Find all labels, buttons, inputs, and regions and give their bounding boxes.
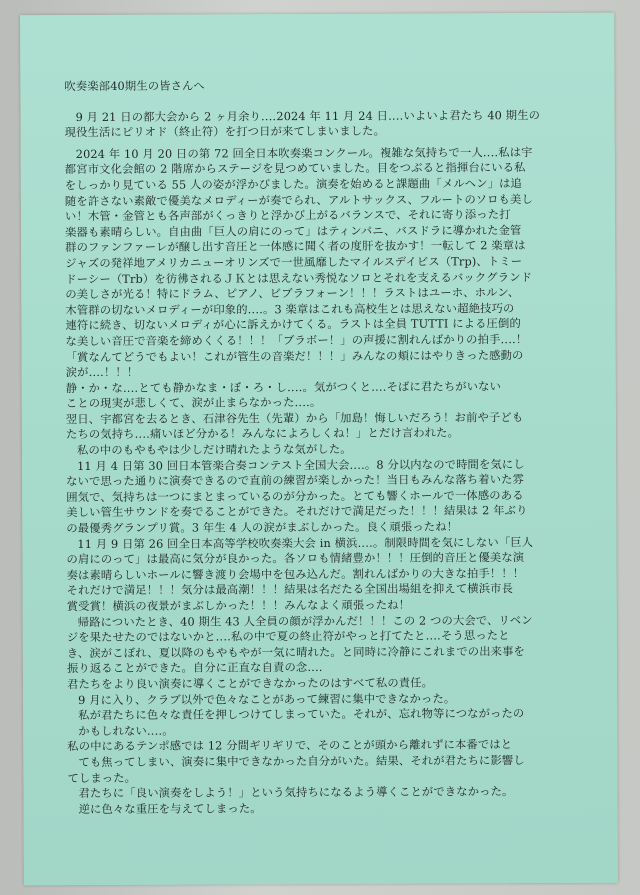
letter-body	[64, 77, 567, 817]
text-line: 涙が‥‥！！！	[65, 365, 139, 380]
text-line: 11 月 9 日第 26 回全日本高等学校吹奏楽大会 in 横浜‥‥。制限時間を気にしない「巨人	[77, 535, 534, 551]
letter-salutation: 吹奏楽部40期生の皆さんへ	[64, 79, 205, 94]
text-line: の美しさが光る！特にドラム、ピアノ、ビブラフォーン！！！ラストはユーホ、ホルン、	[65, 286, 520, 302]
text-line: 木管群の切ないメロディーが印象的‥‥。3 楽章はこれも高校生とは思えない超絶技巧の	[65, 301, 515, 317]
text-line: 2024 年 10 月 20 日の第 72 回全日本吹奏楽コンクール。複雑な気持ちで一人‥‥私は宇	[75, 145, 533, 161]
text-line: 翌日、宇都宮を去るとき、石津谷先生（先輩）から「加島！悔しいだろう！お前や子ども	[65, 410, 524, 426]
text-line: 君たちに「良い演奏をしよう！」という気持ちになるよう導くことができなかった。	[78, 785, 514, 801]
text-line: 帰路についたとき、40 期生 43 人全員の顔が浮かんだ！！！この 2 つの大会で、リベン	[77, 613, 533, 629]
text-line: ジを果たせたのではないかと‥‥私の中で夏の終止符がやっと打てたと‥‥そう思ったと	[66, 629, 510, 645]
text-line: それだけで満足！！！気分は最高潮！！！結果は名だたる全国出場組を抑えて横浜市長	[66, 582, 514, 598]
text-line: 君たちをより良い演奏に導くことができなかったのはすべて私の責任。	[66, 676, 434, 692]
text-line: い！木管・金管とも各声部がくっきりと浮かび上がるバランスで、それに寄り添った打	[64, 208, 511, 224]
text-line: 私が君たちに色々な責任を押しつけてしまっていた。それが、忘れ物等につながったの	[78, 707, 525, 723]
text-line: 静・か・な‥‥とても静かなま・ぼ・ろ・し‥‥。気がつくと‥‥そばに君たちがいない	[65, 379, 502, 395]
text-line: 都宮市文化会館の 2 階席からステージを見つめていました。目をつぶると指揮台にいる私	[64, 161, 526, 177]
text-line: ジャズの発祥地アメリカニューオリンズで一世風靡したマイルスデイビス（Trp)、トミー	[65, 255, 523, 271]
text-line: の最優秀グランプリ賞。3 年生 4 人の涙がまぶしかった。良く頑張ったね！	[66, 520, 459, 536]
paper-sheet	[20, 13, 618, 886]
letter-paragraphs	[65, 108, 568, 818]
text-line: 連符に続き、切ないメロディが心に訴えかけてくる。ラストは全員 TUTTI による圧倒的	[65, 317, 521, 333]
text-line: 楽器も素晴らしい。自由曲「巨人の肩にのって」はティンパニ、バスドラに導かれた金管	[65, 223, 522, 239]
text-line: 9 月に入り、クラブ以外で色々なことがあって練習に集中できなかった。	[78, 691, 456, 707]
text-line: ドーシー（Trb）を彷彿されるＪＫとは思えない秀悦なソロとそれを支えるバックグランド	[65, 270, 533, 286]
text-line: 美しい管生サウンドを奏でることができた。それだけで満足だった！！！結果は 2 年ぶり	[66, 504, 528, 520]
text-line: 私の中のもやもやは少しだけ晴れたような気がした。	[76, 442, 352, 458]
text-line: ないで思った通りに演奏できるので直前の練習が楽しかった！当日もみんな落ち着いた雰	[66, 473, 525, 489]
text-line: 現役生活にピリオド（終止符）を打つ日が来てしまいました。	[64, 124, 386, 140]
text-line: たちの気持ち‥‥痛いほど分かる！みんなによろしくね！」とだけ言われた。	[65, 426, 460, 442]
text-line: てしまった。	[67, 771, 137, 785]
text-line: 群のファンファーレが醸し出す音圧と一体感に聞く者の度肝を抜かす！一転して 2 楽章は	[65, 239, 526, 255]
text-line: 逆に色々な重圧を与えてしまった。	[78, 801, 262, 816]
text-line: 奏は素晴らしいホールに響き渡り会場中を包み込んだ。割れんばかりの大きな拍手！！！	[66, 566, 525, 582]
text-line: な美しい音圧で音楽を締めくくる！！！「ブラボー！」の声援に割れんばかりの拍手‥‥！	[65, 332, 528, 349]
text-line: 振り返ることができた。自分に正直な自責の念‥‥	[66, 661, 323, 676]
text-line: ことの現実が悲しくて、涙が止まらなかった‥‥。	[65, 396, 322, 411]
text-line: 私の中にあるテンポ感では 12 分間ギリギリで、そのことが頭から離れずに本番ではと	[67, 738, 513, 754]
text-line: 賞受賞！横浜の夜景がまぶしかった！！！みんなよく頑張ったね！	[66, 598, 411, 614]
text-line: 随を許さない素敵で優美なメロディーが奏でられ、アルトサックス、フルートのソロも美し	[64, 192, 533, 208]
text-line: かもしれない‥‥。	[78, 724, 174, 738]
text-line: をしっかり見ている 55 人の姿が浮かびました。演奏を始めると課題曲「メルヘン」は追	[64, 177, 523, 193]
text-line: 「賞なんてどうでもよい！これが管生の音楽だ！！！」みんなの頬にはやりきった感動の	[65, 348, 524, 364]
text-line: き、涙がこぼれ、夏以降のもやもやが一気に晴れた。と同時に冷静にこれまでの出来事を	[66, 644, 526, 660]
text-line: 11 月 4 日第 30 回日本管楽合奏コンテスト全国大会‥‥。8 分以内なので時間を気にし	[77, 457, 525, 473]
text-line: の肩にのって」は最高に気分が良かった。各ソロも情緒豊か！！！圧倒的音圧と優美な演	[66, 551, 525, 567]
text-line: 囲気で、気持ちは一つにまとまっているのが分かった。とても響くホールで一体感のある	[66, 488, 524, 504]
text-line: 9 月 21 日の都大会から 2 ヶ月余り‥‥2024 年 11 月 24 日‥‥いよいよ君たち 40 期生の	[75, 108, 541, 124]
text-line: ても焦ってしまい、演奏に集中できなかった自分がいた。結果、それが君たちに影響し	[78, 754, 525, 769]
